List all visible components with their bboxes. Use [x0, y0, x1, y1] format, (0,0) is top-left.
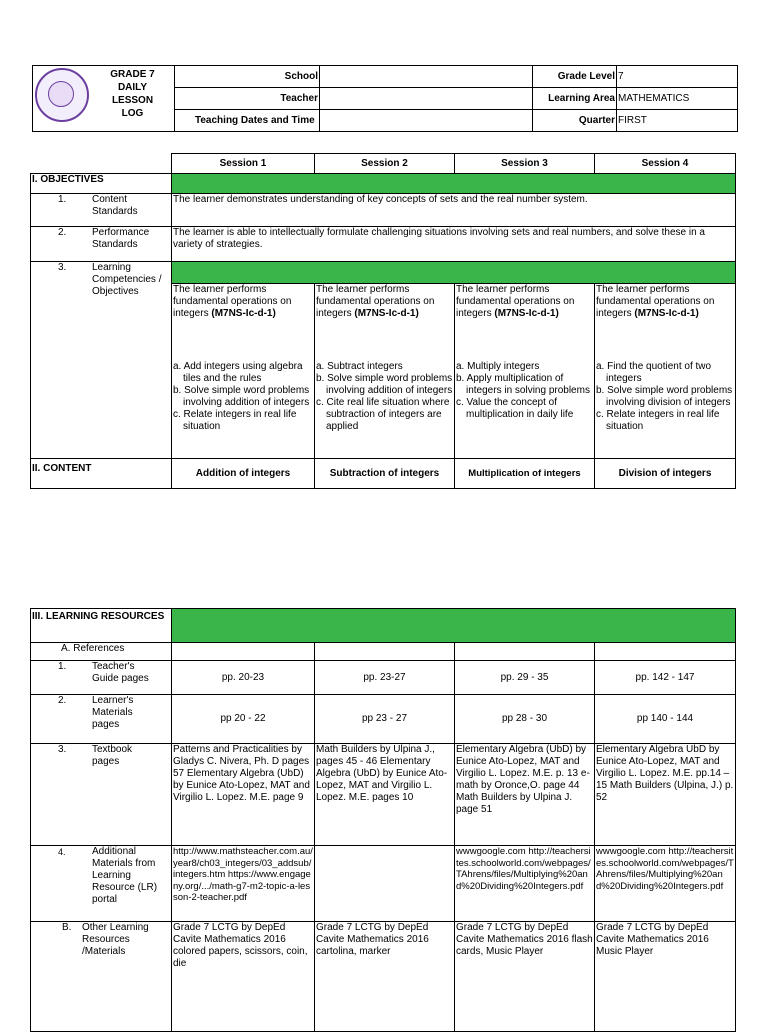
additional-materials-2 [315, 846, 455, 922]
title-line-3: LESSON [111, 95, 154, 106]
grade-level-label: Grade Level [533, 66, 617, 88]
session-3-objectives: The learner performs fundamental operations on integers (M7NS-Ic-d-1) a. Multiply integers b. Apply multiplication of integers in solving problems c. Value the concept of multiplication in daily life [455, 284, 595, 459]
content-heading: II. CONTENT [31, 459, 172, 489]
objectives-heading: I. OBJECTIVES [31, 174, 172, 194]
tg-pages-1: pp. 20-23 [172, 661, 315, 695]
title-line-1: GRADE 7 [110, 69, 155, 80]
school-field[interactable] [320, 66, 533, 88]
other-resources-3: Grade 7 LCTG by DepEd Cavite Mathematics 2016 flash cards, Music Player [455, 922, 595, 1032]
textbook-2: Math Builders by Ulpina J., pages 45 - 46 Elementary Algebra (UbD) by Eunice Ato-Lopez, MAT and Virgilio L. Lopez. M.E. pages 10 [315, 744, 455, 846]
additional-materials-label: 4. Additional Materials from Learning Resource (LR) portal [31, 846, 172, 922]
content-topic-3: Multiplication of integers [455, 459, 595, 489]
tg-pages-4: pp. 142 - 147 [595, 661, 736, 695]
deped-seal-icon [35, 68, 89, 122]
content-topic-1: Addition of integers [172, 459, 315, 489]
quarter-value: FIRST [617, 110, 738, 132]
grade-level-value: 7 [617, 66, 738, 88]
session-header-3: Session 3 [455, 154, 595, 174]
content-topic-2: Subtraction of integers [315, 459, 455, 489]
session-header-2: Session 2 [315, 154, 455, 174]
learners-materials-label: 2. Learner's Materials pages [31, 695, 172, 744]
school-label: School [175, 66, 320, 88]
objectives-green-bar [172, 174, 736, 194]
lm-pages-3: pp 28 - 30 [455, 695, 595, 744]
dates-label: Teaching Dates and Time [175, 110, 320, 132]
performance-standards-label: 2. Performance Standards [31, 227, 172, 262]
competencies-label: 3. Learning Competencies / Objectives [31, 262, 172, 459]
resources-green-bar [172, 609, 736, 643]
learning-area-value: MATHEMATICS [617, 88, 738, 110]
additional-materials-1[interactable]: http://www.mathsteacher.com.au/year8/ch03_integers/03_addsub/integers.htm https://www.engageny.org/.../math-g7-m2-topic-a-lesson-2-teacher.pdf [172, 846, 315, 922]
quarter-label: Quarter [533, 110, 617, 132]
resources-table [30, 608, 736, 1032]
performance-standards-text: The learner is able to intellectually formulate challenging situations involving sets and real numbers, and solve these in a variety of strategies. [172, 227, 736, 262]
additional-materials-4[interactable]: wwwgoogle.com http://teachersites.schoolworld.com/webpages/TAhrens/files/Multiplying%20and%20Dividing%20Integers.pdf [595, 846, 736, 922]
objectives-table [30, 153, 736, 489]
lm-pages-2: pp 23 - 27 [315, 695, 455, 744]
textbook-3: Elementary Algebra (UbD) by Eunice Ato-Lopez, MAT and Virgilio L. Lopez. M.E. p. 13 e-math by Oronce,O. page 44 Math Builders by Ulpina J. page 51 [455, 744, 595, 846]
learning-area-label: Learning Area [533, 88, 617, 110]
session-header-4: Session 4 [595, 154, 736, 174]
lm-pages-4: pp 140 - 144 [595, 695, 736, 744]
other-resources-2: Grade 7 LCTG by DepEd Cavite Mathematics 2016 cartolina, marker [315, 922, 455, 1032]
teacher-field[interactable] [320, 88, 533, 110]
textbook-1: Patterns and Practicalities by Gladys C. Nivera, Ph. D pages 57 Elementary Algebra (UbD) by Eunice Ato-Lopez, MAT and Virgilio L. Lopez. M.E. page 9 [172, 744, 315, 846]
other-resources-label: B. Other Learning Resources /Materials [31, 922, 172, 1032]
logo-title-cell [33, 66, 175, 132]
lm-pages-1: pp 20 - 22 [172, 695, 315, 744]
title-line-2: DAILY [117, 82, 148, 93]
session-header-1: Session 1 [172, 154, 315, 174]
session-1-objectives: The learner performs fundamental operations on integers (M7NS-Ic-d-1) a. Add integers using algebra tiles and the rules b. Solve simple word problems involving addition of integers c. Relate integers in real life situation [172, 284, 315, 459]
other-resources-4: Grade 7 LCTG by DepEd Cavite Mathematics 2016 Music Player [595, 922, 736, 1032]
session-4-objectives: The learner performs fundamental operations on integers (M7NS-Ic-d-1) a. Find the quotient of two integers b. Solve simple word problems involving division of integers c. Relate integers in real life situation [595, 284, 736, 459]
content-standards-label: 1. Content Standards [31, 194, 172, 227]
title-line-4: LOG [121, 108, 144, 119]
competencies-green-bar [172, 262, 736, 284]
teacher-label: Teacher [175, 88, 320, 110]
header-table [32, 65, 738, 132]
tg-pages-2: pp. 23-27 [315, 661, 455, 695]
teachers-guide-label: 1. Teacher's Guide pages [31, 661, 172, 695]
textbook-pages-label: 3. Textbook pages [31, 744, 172, 846]
resources-heading: III. LEARNING RESOURCES [31, 609, 172, 643]
references-label: A. References [31, 643, 172, 661]
content-topic-4: Division of integers [595, 459, 736, 489]
dates-field[interactable] [320, 110, 533, 132]
session-2-objectives: The learner performs fundamental operations on integers (M7NS-Ic-d-1) a. Subtract integers b. Solve simple word problems involving addition of integers c. Cite real life situation where subtraction of integers are applied [315, 284, 455, 459]
other-resources-1: Grade 7 LCTG by DepEd Cavite Mathematics 2016 colored papers, scissors, coin, die [172, 922, 315, 1032]
additional-materials-3[interactable]: wwwgoogle.com http://teachersites.schoolworld.com/webpages/TAhrens/files/Multiplying%20and%20Dividing%20Integers.pdf [455, 846, 595, 922]
textbook-4: Elementary Algebra UbD by Eunice Ato-Lopez, MAT and Virgilio L. Lopez. M.E. pp.14 – 15 Math Builders (Ulpina, J.) p. 52 [595, 744, 736, 846]
tg-pages-3: pp. 29 - 35 [455, 661, 595, 695]
content-standards-text: The learner demonstrates understanding of key concepts of sets and the real number system. [172, 194, 736, 227]
